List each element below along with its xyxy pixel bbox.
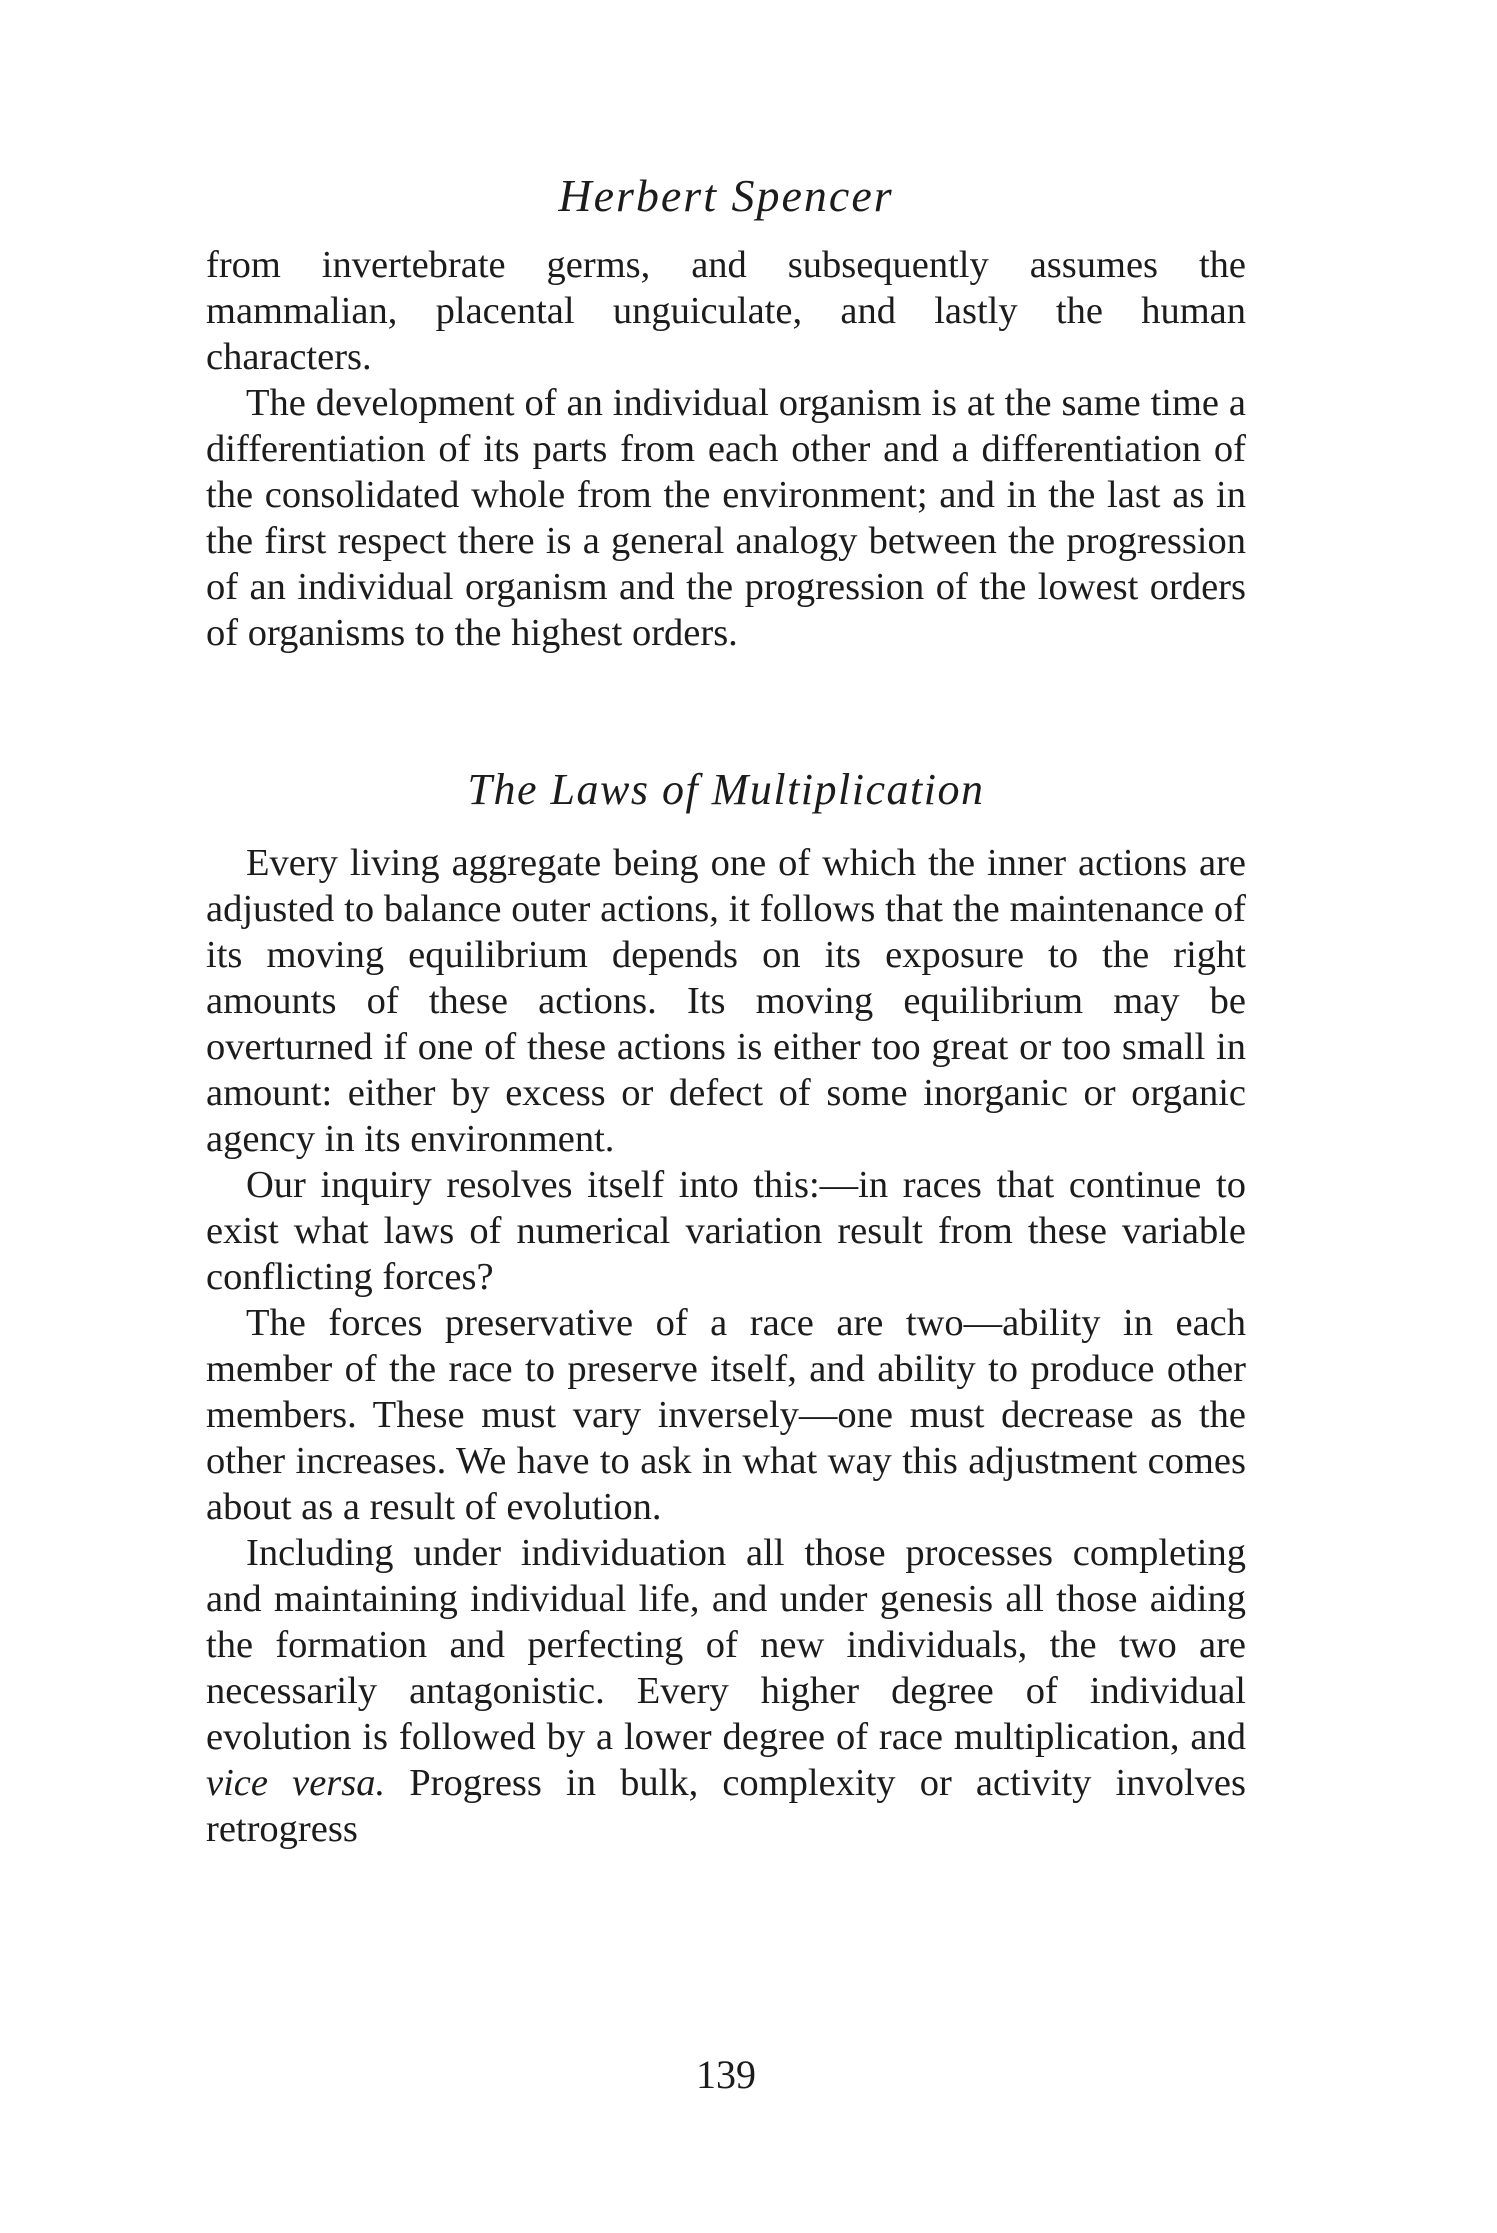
book-page <box>206 0 1246 2233</box>
section-title: The Laws of Multiplication <box>467 765 985 814</box>
italic-phrase: vice versa. <box>206 1762 386 1804</box>
paragraph-forces: The forces preservative of a race are two—ability in each member of the race to preserve itself, and ability to produce other members. These must vary inversely—one must decrease as the other increases. We have to ask in what way this adjustment comes about as a result of evolution. <box>206 1302 1246 1528</box>
running-head: Herbert Spencer <box>558 170 894 221</box>
page-number: 139 <box>696 2052 756 2097</box>
individuation-text-after: Progress in bulk, complexity or activity involves retrogress <box>206 1762 1246 1850</box>
continuation-paragraph: from invertebrate germs, and subsequently assumes the mammalian, placental unguiculate, and lastly the human characters. <box>206 244 1246 378</box>
paragraph-living-aggregate: Every living aggregate being one of which the inner actions are adjusted to balance outer actions, it follows that the maintenance of its moving equilibrium depends on its exposure to the right amounts of these actions. Its moving equilibrium may be overturned if one of these actions is either too great or too small in amount: either by excess or defect of some inorganic or organic agency in its environment. <box>206 842 1246 1160</box>
text-block-section <box>206 840 1246 1852</box>
paragraph-inquiry: Our inquiry resolves itself into this:—in races that continue to exist what laws of numerical variation result from these variable conflicting forces? <box>206 1164 1246 1298</box>
paragraph-individuation <box>206 1530 1246 1852</box>
text-block-top <box>206 242 1246 656</box>
paragraph-development: The development of an individual organism is at the same time a differentiation of its parts from each other and a differentiation of the consolidated whole from the environment; and in the last as in the first respect there is a general analogy between the progression of an individual organism and the progression of the lowest orders of organisms to the highest orders. <box>206 382 1246 654</box>
individuation-text-before: Including under individuation all those processes completing and maintaining individual life, and under genesis all those aiding the formation and perfecting of new individuals, the two are necessarily antagonistic. Every higher degree of individual evolution is followed by a lower degree of race multiplication, and <box>206 1532 1246 1758</box>
